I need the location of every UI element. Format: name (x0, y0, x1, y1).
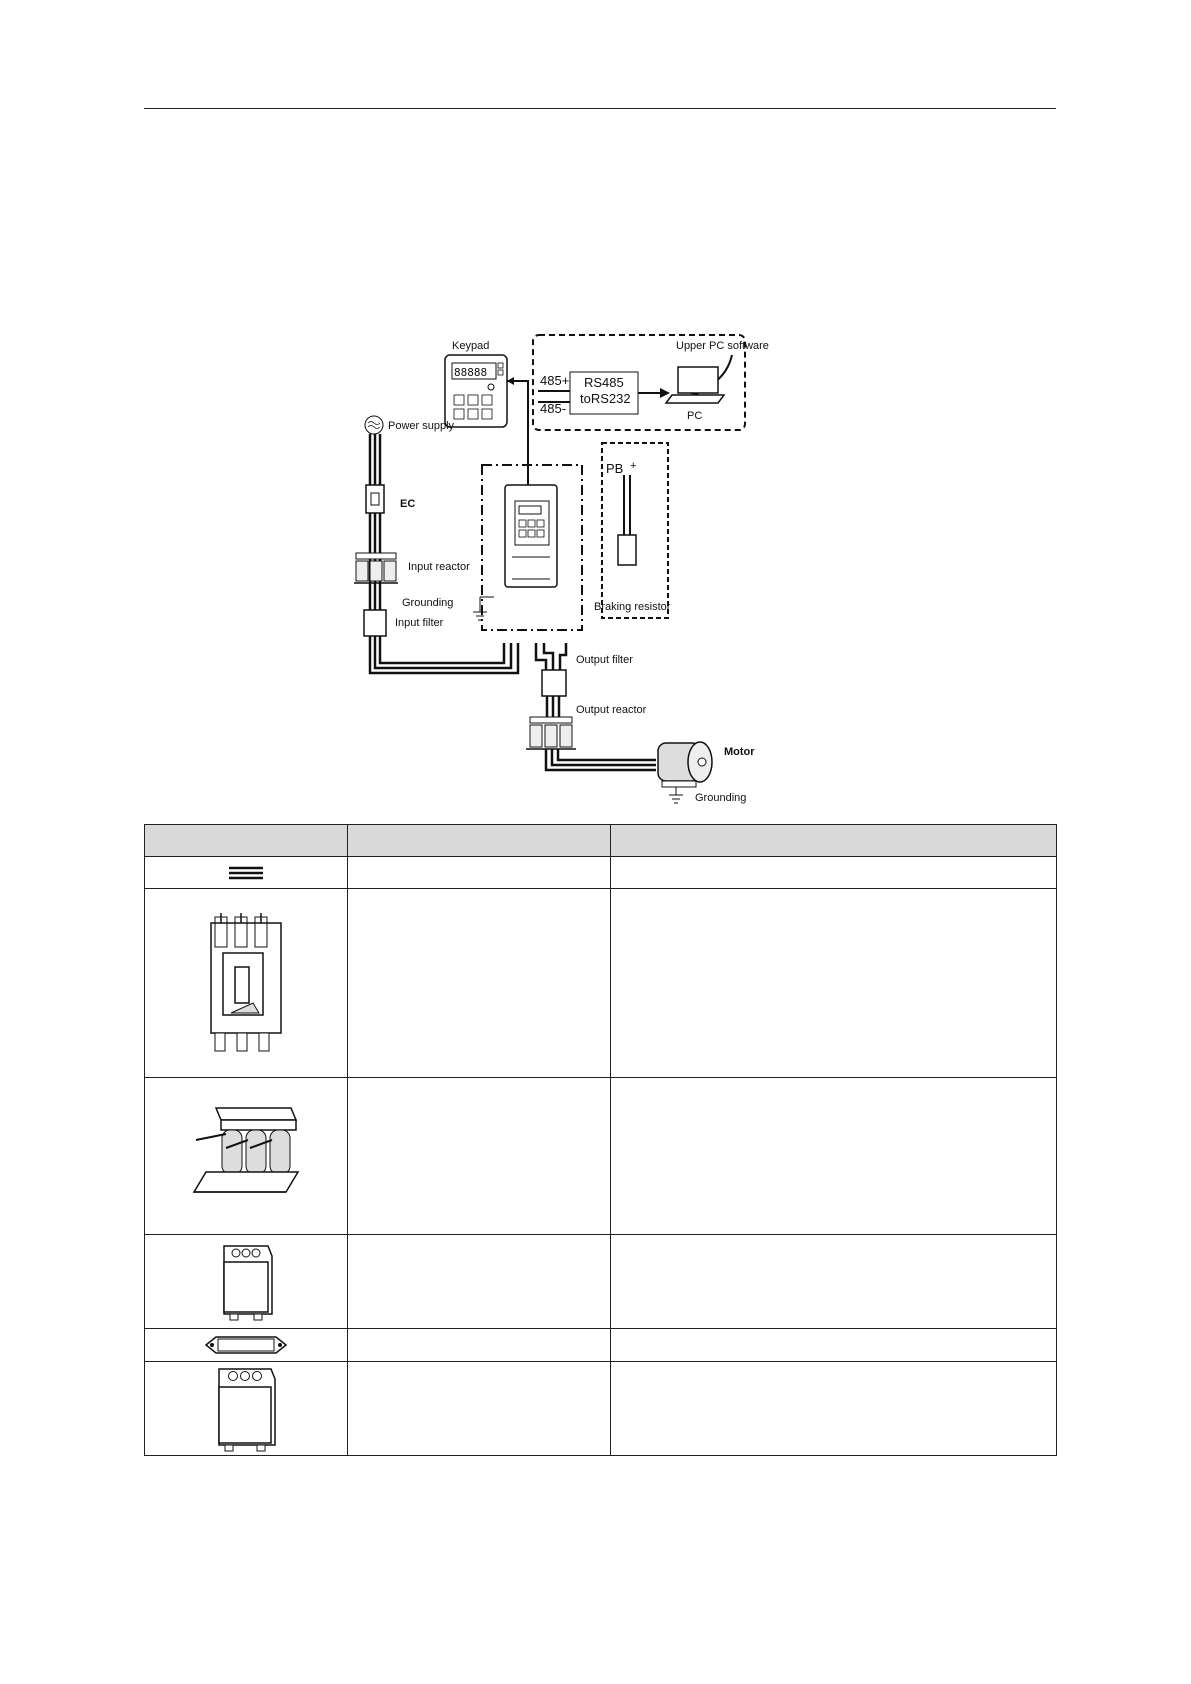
port-485-top-label: 485+ (540, 373, 570, 388)
output-reactor-label: Output reactor (576, 704, 647, 716)
table-cell (348, 1235, 611, 1329)
table-row (145, 857, 1057, 889)
ec-label: EC (400, 498, 416, 510)
power-supply-icon (365, 416, 383, 434)
output-reactor-icon (526, 717, 576, 749)
table-cell (611, 857, 1057, 889)
table-cell-icon (145, 1235, 348, 1329)
table-row (145, 1362, 1057, 1456)
table-cell (348, 1329, 611, 1362)
motor-icon (658, 742, 712, 787)
accessories-table (144, 824, 1057, 1456)
svg-text:88888: 88888 (454, 366, 488, 379)
upper-pc-software-label: Upper PC software (676, 340, 769, 352)
wiring-diagram (340, 325, 860, 815)
laptop-icon (666, 367, 724, 403)
torsr232-label: toRS232 (580, 391, 631, 406)
table-cell-icon (145, 1362, 348, 1456)
breaker-icon (201, 913, 291, 1053)
table-header-cell (611, 825, 1057, 857)
braking-resistor-label: Braking resistor (594, 601, 671, 613)
table-header-cell (145, 825, 348, 857)
braking-resistor-icon (618, 535, 636, 565)
filter-icon (211, 1365, 281, 1453)
grounding-motor-label: Grounding (695, 792, 747, 804)
header-rule (144, 108, 1056, 109)
table-header-row (145, 825, 1057, 857)
filter-icon (216, 1242, 276, 1322)
ec-breaker-icon (366, 485, 384, 513)
power-supply-label: Power supply (388, 420, 455, 432)
table-cell (348, 1362, 611, 1456)
table-cell (348, 1078, 611, 1235)
grounding-input-label: Grounding (402, 597, 454, 609)
keypad-label: Keypad (452, 340, 490, 352)
table-cell (348, 889, 611, 1078)
table-row (145, 1078, 1057, 1235)
port-485-bottom-label: 485- (540, 401, 567, 416)
table-cell (611, 1235, 1057, 1329)
input-reactor-label: Input reactor (408, 561, 470, 573)
resistor-icon (204, 1333, 288, 1357)
table-cell (611, 1362, 1057, 1456)
inverter-drive-icon (505, 485, 557, 587)
motor-ground-icon (669, 787, 683, 803)
input-filter-label: Input filter (395, 617, 444, 629)
cable-icon (228, 866, 264, 880)
keypad-icon (445, 355, 507, 427)
plus-label: + (630, 460, 637, 472)
table-cell (611, 889, 1057, 1078)
table-row (145, 889, 1057, 1078)
pb-label: PB (606, 461, 624, 476)
output-filter-label: Output filter (576, 654, 633, 666)
input-filter-icon (364, 610, 386, 636)
table-cell-icon (145, 889, 348, 1078)
output-filter-icon (542, 670, 566, 696)
reactor-icon (186, 1106, 306, 1206)
motor-label: Motor (724, 746, 755, 758)
table-row (145, 1329, 1057, 1362)
table-cell-icon (145, 857, 348, 889)
table-header-cell (348, 825, 611, 857)
rs485-label: RS485 (584, 375, 624, 390)
table-cell (348, 857, 611, 889)
ground-icon (473, 597, 494, 620)
table-cell-icon (145, 1078, 348, 1235)
table-cell (611, 1329, 1057, 1362)
table-cell-icon (145, 1329, 348, 1362)
table-row (145, 1235, 1057, 1329)
table-cell (611, 1078, 1057, 1235)
pc-label: PC (687, 410, 703, 422)
input-reactor-icon (354, 553, 398, 583)
